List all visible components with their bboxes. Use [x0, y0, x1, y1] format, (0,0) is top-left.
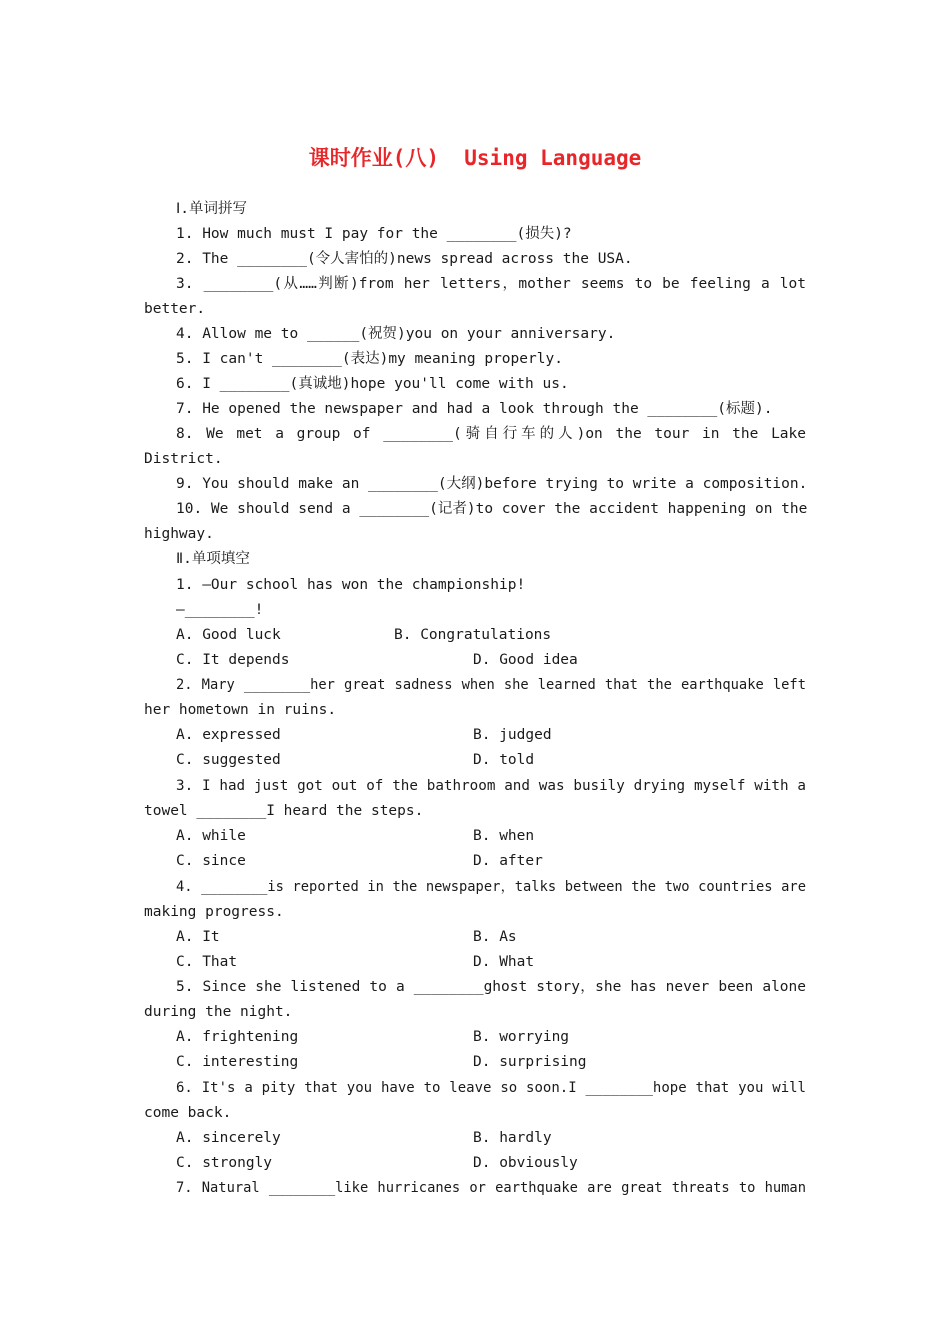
choice-question-5: 5. Since she listened to a ________ghost story，she has never been alone [176, 979, 806, 995]
option-1d: D. Good idea [473, 652, 578, 668]
choice-question-5-continued: during the night. [144, 1004, 293, 1020]
option-3a: A. while [176, 828, 246, 844]
option-1a: A. Good luck [176, 627, 281, 643]
page-title: 课时作业(八) Using Language [308, 146, 642, 170]
option-4b: B. As [473, 929, 517, 945]
choice-question-3: 3. I had just got out of the bathroom and was busily drying myself with a [176, 778, 806, 794]
choice-question-6: 6. It's a pity that you have to leave so soon.I ________hope that you will [176, 1080, 806, 1096]
choice-question-7: 7. Natural ________like hurricanes or earthquake are great threats to human [176, 1180, 806, 1196]
spelling-question-9: 9. You should make an ________(大纲)before trying to write a composition. [176, 476, 808, 492]
spelling-question-8: 8. We met a group of ________(骑自行车的人)on the tour in the Lake [176, 426, 806, 442]
option-3d: D. after [473, 853, 543, 869]
option-5c: C. interesting [176, 1054, 299, 1070]
spelling-question-10: 10. We should send a ________(记者)to cover the accident happening on the [176, 501, 808, 517]
option-2b: B. judged [473, 727, 552, 743]
option-4d: D. What [473, 954, 535, 970]
option-6b: B. hardly [473, 1130, 552, 1146]
option-2a: A. expressed [176, 727, 281, 743]
option-2c: C. suggested [176, 752, 281, 768]
spelling-question-8-continued: District. [144, 451, 223, 467]
option-4a: A. It [176, 929, 220, 945]
choice-question-1-reply: —________! [176, 602, 264, 618]
choice-question-6-continued: come back. [144, 1105, 232, 1121]
spelling-question-10-continued: highway. [144, 526, 214, 542]
option-6a: A. sincerely [176, 1130, 281, 1146]
option-6d: D. obviously [473, 1155, 578, 1171]
option-5b: B. worrying [473, 1029, 570, 1045]
choice-question-1: 1. —Our school has won the championship! [176, 577, 526, 593]
option-1c: C. It depends [176, 652, 290, 668]
option-1b: B. Congratulations [394, 627, 552, 643]
spelling-question-2: 2. The ________(令人害怕的)news spread across the USA. [176, 251, 633, 267]
section-1-heading: Ⅰ.单词拼写 [176, 201, 248, 217]
option-4c: C. That [176, 954, 238, 970]
spelling-question-5: 5. I can't ________(表达)my meaning properly. [176, 351, 563, 367]
option-2d: D. told [473, 752, 535, 768]
choice-question-4-continued: making progress. [144, 904, 284, 920]
option-5a: A. frightening [176, 1029, 299, 1045]
spelling-question-7: 7. He opened the newspaper and had a look through the ________(标题). [176, 401, 773, 417]
spelling-question-3: 3. ________(从……判断)from her letters，mother seems to be feeling a lot [176, 276, 806, 292]
spelling-question-4: 4. Allow me to ______(祝贺)you on your anniversary. [176, 326, 616, 342]
option-3c: C. since [176, 853, 246, 869]
choice-question-2: 2. Mary ________her great sadness when she learned that the earthquake left [176, 677, 806, 693]
spelling-question-6: 6. I ________(真诚地)hope you'll come with us. [176, 376, 569, 392]
choice-question-4: 4. ________is reported in the newspaper，talks between the two countries are [176, 879, 806, 895]
choice-question-2-continued: her hometown in ruins. [144, 702, 337, 718]
section-2-heading: Ⅱ.单项填空 [176, 551, 250, 567]
spelling-question-1: 1. How much must I pay for the ________(损失)? [176, 226, 572, 242]
option-6c: C. strongly [176, 1155, 273, 1171]
option-5d: D. surprising [473, 1054, 587, 1070]
choice-question-3-continued: towel ________I heard the steps. [144, 803, 424, 819]
option-3b: B. when [473, 828, 535, 844]
spelling-question-3-continued: better. [144, 301, 206, 317]
